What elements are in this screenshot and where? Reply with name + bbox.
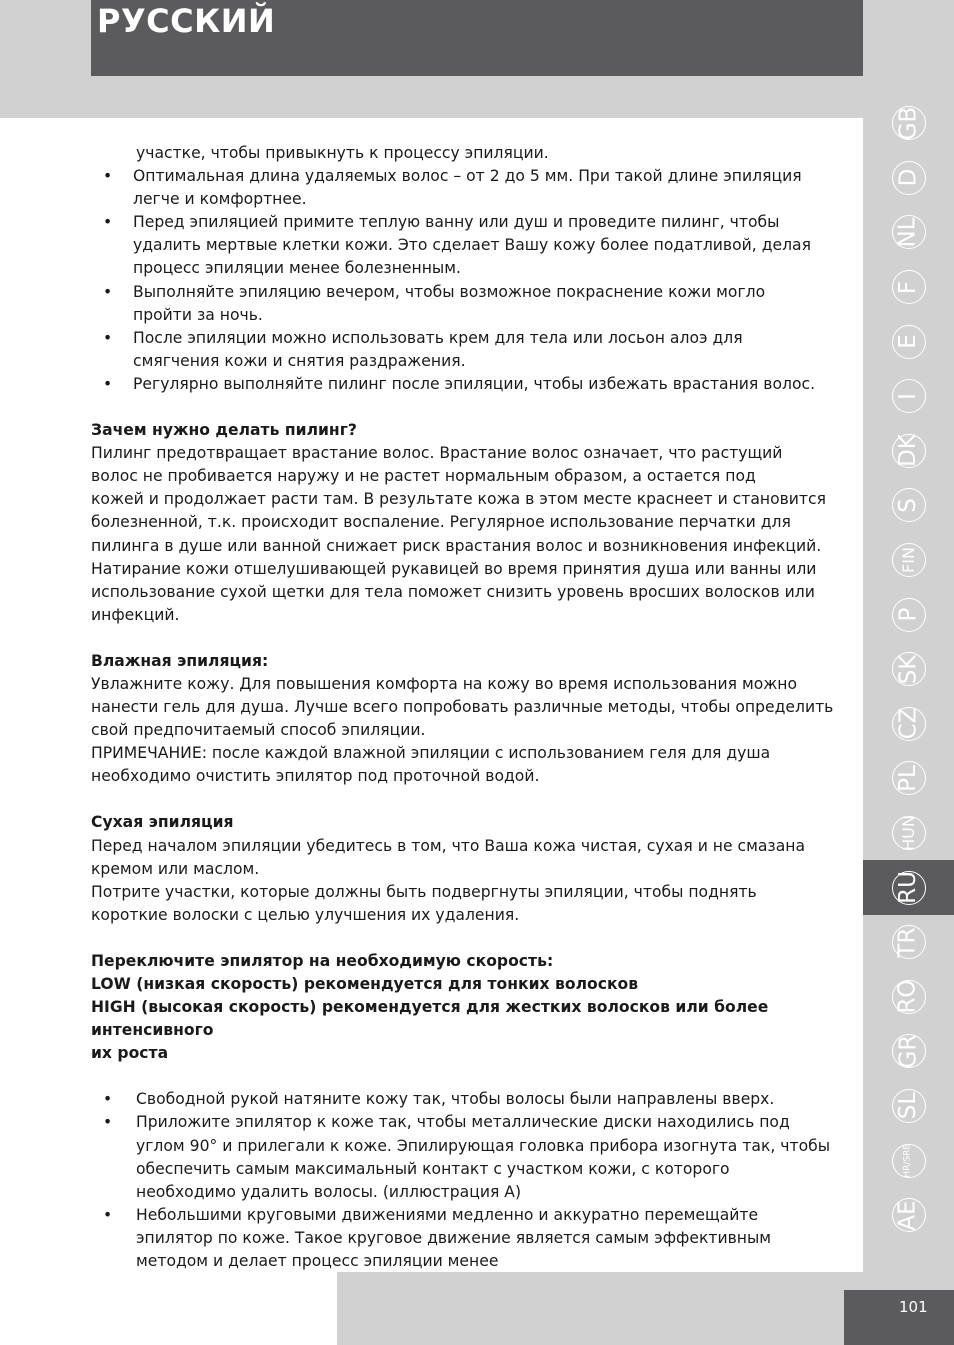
- language-tab-ae[interactable]: [863, 1188, 954, 1243]
- language-circle-icon: [892, 1144, 926, 1178]
- language-tab-label: F: [894, 280, 921, 294]
- list-item-line: углом 90° и прилегали к коже. Эпилирующая головка прибора изогнута так, чтобы: [136, 1136, 831, 1155]
- list-item: [91, 1111, 857, 1203]
- peeling-line: кожей и продолжает расти там. В результате кожа в этом месте краснеет и становится: [91, 490, 826, 509]
- language-circle-icon: [892, 1089, 926, 1123]
- language-circle-icon: [892, 871, 926, 905]
- list-item: [91, 165, 857, 211]
- list-item: [91, 373, 857, 396]
- wet-line: свой предпочитаемый способ эпиляции.: [91, 721, 426, 740]
- language-tab-hun[interactable]: [863, 806, 954, 861]
- language-tab-label: AE: [895, 1200, 921, 1231]
- document-text: [91, 142, 857, 1273]
- list-item: [91, 1204, 857, 1273]
- language-tab-hr-srb[interactable]: [863, 1133, 954, 1188]
- list-item-line: методом и делает процесс эпиляции менее: [136, 1252, 499, 1271]
- list-item-line: После эпиляции можно использовать крем для тела или лосьон алоэ для: [133, 328, 743, 347]
- language-circle-icon: [892, 652, 926, 686]
- wet-paragraph: [91, 673, 857, 788]
- list-item-line: обеспечить самым максимальный контакт с участком кожи, с которого: [136, 1159, 730, 1178]
- list-item-line: процесс эпиляции менее болезненным.: [133, 259, 461, 278]
- language-circle-icon: [892, 925, 926, 959]
- dry-line: кремом или маслом.: [91, 859, 260, 878]
- language-tab-dk[interactable]: [863, 424, 954, 479]
- list-item-line: Оптимальная длина удаляемых волос – от 2 до 5 мм. При такой длине эпиляция: [133, 167, 802, 186]
- wet-line: Увлажните кожу. Для повышения комфорта на кожу во время использования можно: [91, 674, 798, 693]
- language-tab-fin[interactable]: [863, 533, 954, 588]
- language-tab-label: E: [894, 334, 921, 349]
- speed-line: HIGH (высокая скорость) рекомендуется для жестких волосков или более интенсивного: [91, 998, 769, 1040]
- speed-line: Переключите эпилятор на необходимую скорость:: [91, 951, 554, 970]
- language-tab-nl[interactable]: [863, 205, 954, 260]
- list-item-line: Приложите эпилятор к коже так, чтобы металлические диски находились под: [136, 1113, 790, 1132]
- bullet-icon: •: [103, 328, 113, 347]
- language-tab-label: GB: [895, 106, 922, 141]
- peeling-line: Пилинг предотвращает врастание волос. Врастание волос означает, что растущий: [91, 444, 783, 463]
- language-circle-icon: [892, 1034, 926, 1068]
- peeling-paragraph: [91, 442, 857, 627]
- language-circle-icon: [892, 761, 926, 795]
- intro-continuation: участке, чтобы привыкнуть к процессу эпиляции.: [136, 144, 549, 162]
- list-item: [91, 1088, 857, 1111]
- language-tab-sk[interactable]: [863, 642, 954, 697]
- language-circle-icon: [892, 816, 926, 850]
- language-tab-label: S: [894, 498, 921, 513]
- list-item-line: Небольшими круговыми движениями медленно и аккуратно перемещайте: [136, 1205, 759, 1224]
- language-tab-label: DK: [895, 434, 922, 468]
- peeling-line: болезненной, т.к. происходит воспаление. Регулярное использование перчатки для: [91, 513, 791, 532]
- language-circle-icon: [892, 434, 926, 468]
- peeling-line: волос не пробивается наружу и не растет нормальным образом, а остается под: [91, 467, 756, 486]
- language-tab-d[interactable]: [863, 151, 954, 206]
- list-item: [91, 211, 857, 280]
- dry-line: Потрите участки, которые должны быть подвергнуты эпиляции, чтобы поднять: [91, 882, 757, 901]
- language-tab-label: SL: [894, 1092, 921, 1120]
- language-tab-label: RO: [895, 979, 921, 1014]
- list-item-line: пройти за ночь.: [133, 305, 263, 324]
- list-item: [91, 281, 857, 327]
- peeling-line: использование сухой щетки для тела поможет снизить уровень вросших волосков или: [91, 582, 815, 601]
- language-tab-label: GR: [895, 1034, 921, 1069]
- list-item-line: Свободной рукой натяните кожу так, чтобы волосы были направлены вверх.: [136, 1090, 775, 1109]
- language-tab-label: CZ: [894, 707, 921, 740]
- bullet-icon: •: [103, 1205, 113, 1224]
- list-item-line: эпилятор по коже. Такое круговое движение является самым эффективным: [136, 1228, 772, 1247]
- page-number-box: [844, 1290, 954, 1345]
- language-tab-ro[interactable]: [863, 970, 954, 1025]
- language-tab-s[interactable]: [863, 478, 954, 533]
- bullet-icon: •: [103, 213, 113, 232]
- list-item-line: легче и комфортнее.: [133, 190, 307, 209]
- language-tab-p[interactable]: [863, 587, 954, 642]
- page-number: 101: [899, 1298, 928, 1316]
- peeling-line: пилинга в душе или ванной снижает риск врастания волос и возникновения инфекций.: [91, 536, 822, 555]
- language-tab-cz[interactable]: [863, 697, 954, 752]
- language-tab-label: D: [895, 169, 921, 187]
- language-tab-label: I: [894, 392, 921, 400]
- bullet-icon: •: [103, 1090, 113, 1109]
- language-circle-icon: [892, 488, 926, 522]
- language-tab-gr[interactable]: [863, 1024, 954, 1079]
- wet-line: нанести гель для душа. Лучше всего попробовать различные методы, чтобы определить: [91, 698, 834, 717]
- wet-line: ПРИМЕЧАНИЕ: после каждой влажной эпиляции с использованием геля для душа: [91, 744, 771, 763]
- language-tab-label: RU: [895, 871, 922, 905]
- language-circle-icon: [892, 1198, 926, 1232]
- language-circle-icon: [892, 543, 926, 577]
- list-item-line: Регулярно выполняйте пилинг после эпиляции, чтобы избежать врастания волос.: [133, 374, 816, 393]
- language-tab-e[interactable]: [863, 314, 954, 369]
- language-tab-tr[interactable]: [863, 915, 954, 970]
- speed-line: LOW (низкая скорость) рекомендуется для тонких волосков: [91, 975, 639, 993]
- language-tab-ru[interactable]: [863, 860, 954, 915]
- language-tab-i[interactable]: [863, 369, 954, 424]
- dry-line: Перед началом эпиляции убедитесь в том, что Ваша кожа чистая, сухая и не смазана: [91, 836, 806, 855]
- list-item-line: смягчения кожи и снятия раздражения.: [133, 351, 466, 370]
- wet-heading: Влажная эпиляция:: [91, 651, 269, 670]
- language-tab-label: NL: [895, 217, 921, 248]
- list-item-line: удалить мертвые клетки кожи. Это сделает Вашу кожу более податливой, делая: [133, 236, 811, 255]
- language-tab-gb[interactable]: [863, 96, 954, 151]
- language-tab-label: PL: [895, 765, 921, 792]
- bottom-strip: [0, 1272, 337, 1345]
- language-tab-pl[interactable]: [863, 751, 954, 806]
- list-item: [91, 327, 857, 373]
- language-circle-icon: [892, 161, 926, 195]
- tips-list: [91, 165, 857, 396]
- language-circle-icon: [892, 215, 926, 249]
- wet-line: необходимо очистить эпилятор под проточной водой.: [91, 767, 540, 786]
- list-item-line: Перед эпиляцией примите теплую ванну или душ и проведите пилинг, чтобы: [133, 213, 780, 232]
- language-tab-f[interactable]: [863, 260, 954, 315]
- dry-heading: Сухая эпиляция: [91, 813, 234, 832]
- header-bar: [91, 0, 863, 76]
- list-item-line: Выполняйте эпиляцию вечером, чтобы возможное покраснение кожи могло: [133, 282, 766, 301]
- language-tabs: [863, 96, 954, 1242]
- language-circle-icon: [892, 598, 926, 632]
- language-tab-label: HR/SRB: [903, 1143, 914, 1178]
- language-circle-icon: [892, 325, 926, 359]
- language-circle-icon: [892, 270, 926, 304]
- speed-line: их роста: [91, 1044, 169, 1063]
- peeling-heading: Зачем нужно делать пилинг?: [91, 421, 357, 440]
- bullet-icon: •: [103, 1113, 113, 1132]
- page-title: РУССКИЙ: [97, 2, 276, 40]
- language-tab-sl[interactable]: [863, 1079, 954, 1134]
- dry-paragraph: [91, 835, 857, 927]
- language-tab-label: FIN: [898, 547, 918, 573]
- language-tab-label: SK: [895, 654, 921, 685]
- bullet-icon: •: [103, 167, 113, 186]
- language-tab-label: P: [895, 607, 921, 622]
- dry-line: короткие волоски с целью улучшения их удаления.: [91, 905, 520, 924]
- peeling-line: Натирание кожи отшелушивающей рукавицей во время принятия душа или ванны или: [91, 559, 817, 578]
- bullet-icon: •: [103, 282, 113, 301]
- peeling-line: инфекций.: [91, 605, 180, 624]
- language-circle-icon: [892, 707, 926, 741]
- language-circle-icon: [892, 106, 926, 140]
- bullet-icon: •: [103, 374, 113, 393]
- language-tab-label: HUN: [898, 815, 918, 851]
- page-content: [0, 118, 863, 1272]
- language-circle-icon: [892, 379, 926, 413]
- list-item-line: необходимо удалить волосы. (иллюстрация A): [136, 1182, 522, 1201]
- language-tab-label: TR: [895, 927, 921, 958]
- language-circle-icon: [892, 980, 926, 1014]
- steps-list: [91, 1088, 857, 1273]
- speed-heading: [91, 950, 857, 1065]
